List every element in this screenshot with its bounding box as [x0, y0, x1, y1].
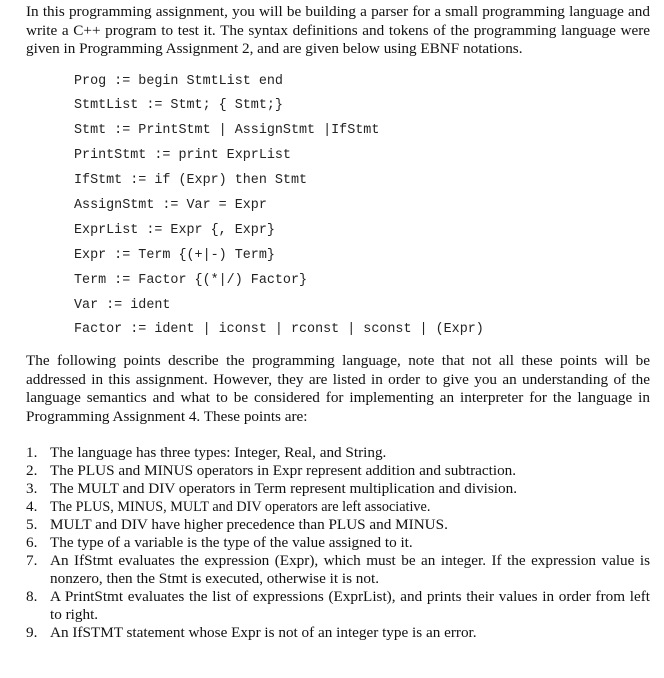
- list-item: [26, 516, 650, 534]
- grammar-rule-stmt: Stmt := PrintStmt | AssignStmt |IfStmt: [74, 123, 380, 139]
- list-item-text: The PLUS, MINUS, MULT and DIV operators are left associative.: [50, 499, 431, 516]
- list-item-text: MULT and DIV have higher precedence than PLUS and MINUS.: [50, 516, 448, 534]
- list-item-number: 8.: [26, 588, 38, 606]
- grammar-rule-stmtlist: StmtList := Stmt; { Stmt;}: [74, 98, 283, 114]
- list-item-number: 6.: [26, 534, 38, 552]
- list-item-text: A PrintStmt evaluates the list of expressions (ExprList), and prints their values in order from left to right.: [50, 588, 650, 624]
- list-item-number: 5.: [26, 516, 38, 534]
- grammar-rule-term: Term := Factor {(*|/) Factor}: [74, 272, 308, 288]
- list-item-number: 2.: [26, 462, 38, 480]
- list-item: [26, 534, 650, 552]
- grammar-rule-factor: Factor := ident | iconst | rconst | sconst | (Expr): [74, 322, 484, 338]
- list-item: [26, 480, 650, 498]
- language-points-list: [26, 444, 650, 642]
- grammar-rule-assignstmt: AssignStmt := Var = Expr: [74, 197, 267, 213]
- list-item-number: 7.: [26, 552, 38, 570]
- grammar-rule-printstmt: PrintStmt := print ExprList: [74, 148, 291, 164]
- grammar-rule-ifstmt: IfStmt := if (Expr) then Stmt: [74, 173, 308, 189]
- description-paragraph: The following points describe the programming language, note that not all these points will be addressed in this assignment. However, they are listed in order to give you an understanding of the language semantics and what to be considered for implementing an interpreter for the language in Programming Assignment 4. These points are:: [26, 352, 650, 425]
- list-item-text: An IfStmt evaluates the expression (Expr), which must be an integer. If the expression value is nonzero, then the Stmt is executed, otherwise it is not.: [50, 552, 650, 588]
- grammar-rule-var: Var := ident: [74, 297, 171, 313]
- list-item: [26, 444, 650, 462]
- grammar-rule-expr: Expr := Term {(+|-) Term}: [74, 247, 275, 263]
- list-item-text: The PLUS and MINUS operators in Expr represent addition and subtraction.: [50, 462, 517, 480]
- grammar-rule-prog: Prog := begin StmtList end: [74, 73, 283, 89]
- list-item: [26, 462, 650, 480]
- list-item-text: An IfSTMT statement whose Expr is not of an integer type is an error.: [50, 624, 477, 642]
- list-item-number: 3.: [26, 480, 38, 498]
- list-item-number: 9.: [26, 624, 38, 642]
- list-item-text: The type of a variable is the type of the value assigned to it.: [50, 534, 413, 552]
- list-item: [26, 624, 650, 642]
- list-item: [26, 588, 650, 624]
- list-item: [26, 552, 650, 588]
- grammar-rule-exprlist: ExprList := Expr {, Expr}: [74, 222, 275, 238]
- list-item-text: The MULT and DIV operators in Term represent multiplication and division.: [50, 480, 517, 498]
- list-item-number: 4.: [26, 498, 38, 516]
- ebnf-grammar: [74, 74, 650, 339]
- list-item: [26, 498, 650, 516]
- list-item-number: 1.: [26, 444, 38, 462]
- intro-paragraph: In this programming assignment, you will be building a parser for a small programming language and write a C++ program to test it. The syntax definitions and tokens of the programming language were given in Programming Assignment 2, and are given below using EBNF notations.: [26, 3, 650, 57]
- list-item-text: The language has three types: Integer, Real, and String.: [50, 444, 387, 462]
